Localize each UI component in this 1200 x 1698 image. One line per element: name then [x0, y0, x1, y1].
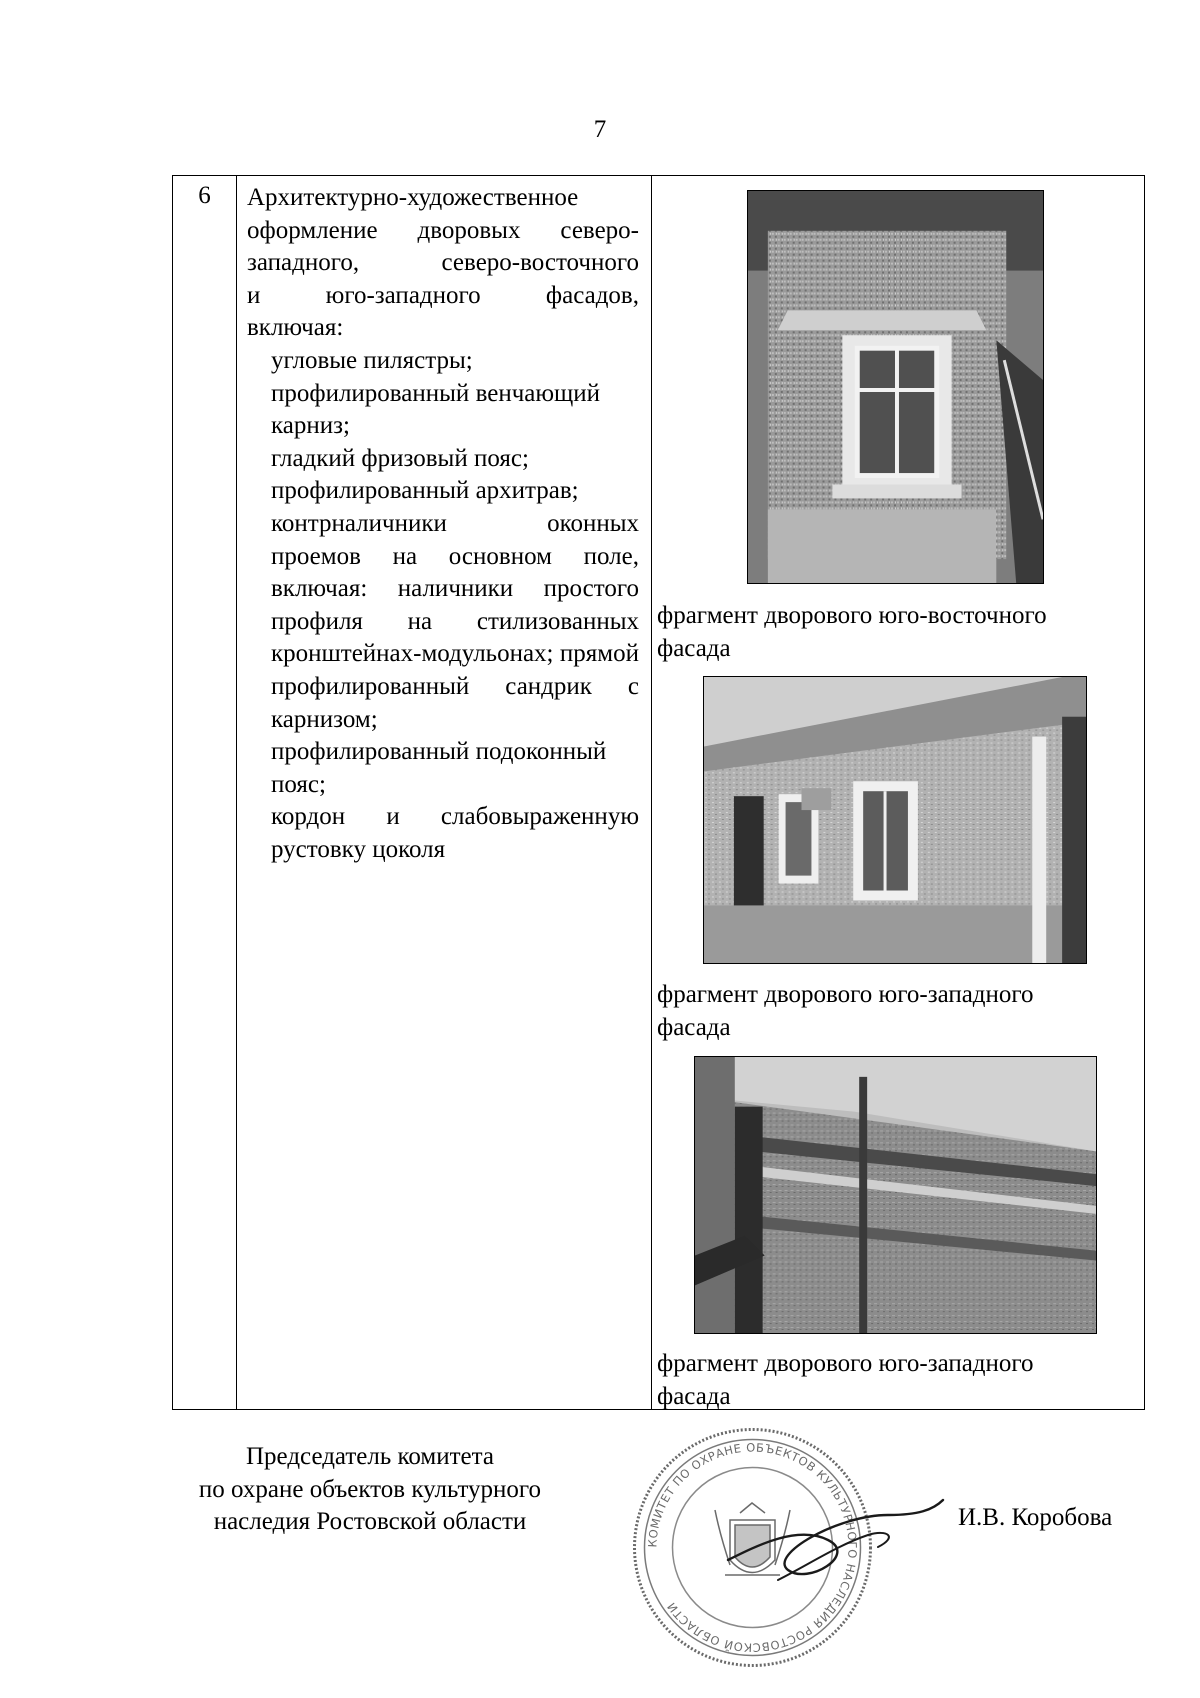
stamp-text: КОМИТЕТ ПО ОХРАНЕ ОБЪЕКТОВ КУЛЬТУРНОГО НАСЛЕДИЯ РОСТОВСКОЙ ОБЛАСТИ	[645, 1440, 860, 1655]
facade-photo-1	[747, 190, 1044, 584]
handwritten-signature	[718, 1485, 948, 1595]
description-item: профилированный венчающий карниз;	[271, 379, 601, 440]
photo-caption-3: фрагмент дворового юго-западного фасада	[657, 1350, 1034, 1410]
column-divider	[236, 176, 237, 1409]
description-line: Архитектурно-художественное	[247, 184, 579, 211]
photo-caption-2: фрагмент дворового юго-западного фасада	[657, 981, 1034, 1041]
description-item: гладкий фризовый пояс;	[271, 444, 529, 472]
column-divider	[651, 176, 652, 1409]
facade-photo-2	[703, 676, 1087, 964]
description-item: контрналичники оконных проемов на основном поле, включая: наличники простого профиля на стилизованных кронштейнах-модульонах; прямой профилированный сандрик с карнизом;	[271, 509, 639, 733]
description-line: западного, северо-восточного	[247, 249, 639, 277]
description-line: включая:	[247, 314, 344, 342]
facade-photo-3	[694, 1056, 1097, 1334]
row-number: 6	[198, 182, 211, 209]
description-line: и юго-западного фасадов,	[247, 281, 639, 309]
signatory-title: Председатель комитета по охране объектов культурного наследия Ростовской области	[198, 1443, 542, 1536]
signatory-name: И.В. Коробова	[958, 1504, 1113, 1531]
heritage-table	[172, 175, 1145, 1410]
description-item: кордон и слабовыраженную рустовку цоколя	[271, 803, 639, 863]
description-item: профилированный подоконный пояс;	[271, 738, 607, 798]
description-item: угловые пилястры;	[271, 346, 473, 374]
photo-caption-1: фрагмент дворового юго-восточного фасада	[657, 602, 1047, 662]
row-description	[247, 182, 639, 866]
description-item: профилированный архитрав;	[271, 477, 579, 505]
description-line: оформление дворовых северо-	[247, 216, 639, 244]
page-number: 7	[593, 116, 607, 143]
